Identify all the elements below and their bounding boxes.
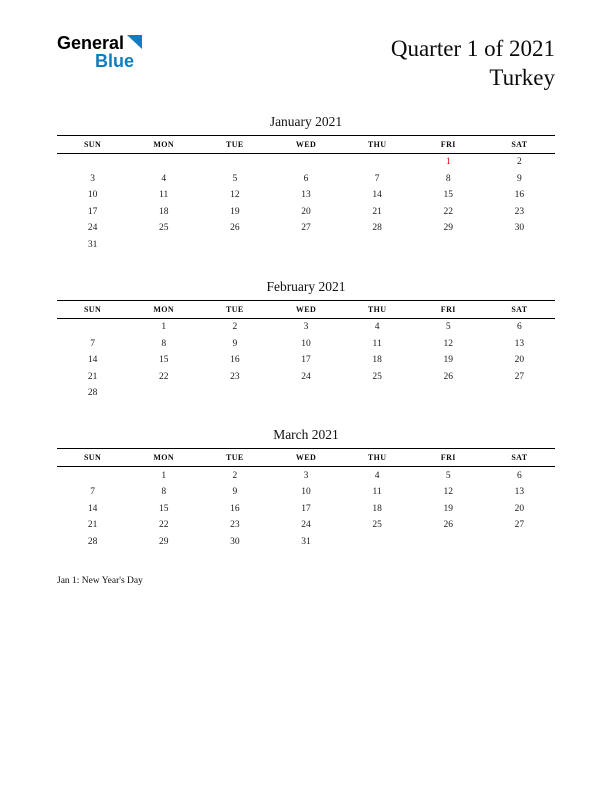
day-cell: 11 [372,338,382,349]
weekday-header: TUE [226,304,244,314]
day-cell: 8 [161,338,167,349]
weekday-header: SAT [511,304,528,314]
day-cell: 18 [372,503,382,514]
weekday-header: FRI [440,139,456,149]
day-cell: 17 [301,503,311,514]
day-cell: 14 [87,355,98,366]
months-container [57,114,555,550]
month-block [57,279,555,402]
month-block [57,114,555,253]
day-cell: 30 [230,536,240,547]
day-cell: 18 [372,355,382,366]
weekday-header: WED [295,453,317,463]
month-title: March 2021 [273,427,339,443]
empty-day-cell [128,236,199,253]
day-cell: 17 [301,355,311,366]
weekday-header-row [57,300,555,318]
day-cell: 11 [159,190,169,201]
day-cell: 9 [517,173,522,184]
week-row [57,170,555,187]
day-cell: 31 [87,239,98,250]
day-cell: 10 [301,487,311,498]
day-cell: 4 [374,322,380,333]
empty-day-cell [413,533,484,550]
weekday-header: SUN [83,453,102,463]
month-table [57,135,555,253]
day-cell: 4 [374,470,380,481]
empty-day-cell [484,533,555,550]
week-row [57,187,555,204]
day-cell: 7 [90,338,95,349]
day-cell: 3 [303,322,309,333]
day-cell: 22 [443,206,454,217]
week-row [57,484,555,501]
day-cell: 23 [514,206,525,217]
day-cell: 26 [443,371,454,382]
weekday-header: TUE [226,453,244,463]
empty-day-cell [57,153,128,170]
weekday-header: FRI [440,453,456,463]
day-cell: 27 [514,371,525,382]
day-cell: 1 [161,322,167,333]
empty-day-cell [342,533,413,550]
week-row [57,220,555,237]
day-cell: 19 [230,206,240,217]
day-cell: 13 [514,338,525,349]
empty-day-cell [270,153,341,170]
weekday-header: WED [295,139,317,149]
empty-day-cell [484,385,555,402]
day-cell: 23 [230,371,240,382]
week-row [57,517,555,534]
day-cell: 1 [445,157,451,168]
day-cell: 20 [514,503,525,514]
week-row [57,335,555,352]
empty-day-cell [413,236,484,253]
day-cell: 27 [514,520,525,531]
day-cell: 16 [514,190,525,201]
day-cell: 25 [372,371,382,382]
day-cell: 19 [443,503,454,514]
day-cell: 17 [87,206,98,217]
empty-day-cell [342,153,413,170]
day-cell: 26 [230,223,240,234]
day-cell: 23 [230,520,240,531]
day-cell: 20 [301,206,311,217]
week-row [57,153,555,170]
day-cell: 9 [232,338,238,349]
month-title: February 2021 [266,278,346,294]
week-row [57,385,555,402]
day-cell: 6 [517,322,522,333]
day-cell: 8 [161,487,167,498]
week-row [57,318,555,335]
month-title: January 2021 [269,113,343,129]
empty-day-cell [128,153,199,170]
day-cell: 16 [230,355,240,366]
week-row [57,352,555,369]
day-cell: 25 [158,223,169,234]
day-cell: 10 [301,338,311,349]
day-cell: 11 [372,487,382,498]
day-cell: 25 [372,520,382,531]
logo-text-general: General [57,33,125,53]
title-quarter: Quarter 1 of 2021 [390,36,555,61]
day-cell: 2 [517,157,522,168]
day-cell: 3 [90,173,95,184]
day-cell: 21 [87,371,98,382]
empty-day-cell [413,385,484,402]
month-block [57,427,555,550]
day-cell: 13 [514,487,525,498]
weekday-header: THU [367,453,387,463]
day-cell: 12 [443,338,454,349]
weekday-header: MON [153,453,175,463]
empty-day-cell [199,153,270,170]
day-cell: 28 [87,536,98,547]
empty-day-cell [128,385,199,402]
week-row [57,533,555,550]
day-cell: 21 [87,520,98,531]
day-cell: 24 [301,520,311,531]
day-cell: 10 [87,190,98,201]
day-cell: 22 [158,520,169,531]
day-cell: 5 [445,322,451,333]
day-cell: 9 [232,487,238,498]
day-cell: 14 [87,503,98,514]
day-cell: 18 [158,206,169,217]
day-cell: 21 [372,206,382,217]
day-cell: 7 [374,173,380,184]
day-cell: 24 [301,371,311,382]
weekday-header: SUN [83,304,102,314]
holiday-footnote: Jan 1: New Year's Day [57,575,143,586]
empty-day-cell [484,236,555,253]
day-cell: 2 [232,322,238,333]
day-cell: 27 [301,223,311,234]
day-cell: 12 [230,190,240,201]
empty-day-cell [342,385,413,402]
title-country: Turkey [489,65,555,91]
day-cell: 12 [443,487,454,498]
weekday-header: FRI [440,304,456,314]
day-cell: 14 [372,190,382,201]
weekday-header-row [57,449,555,467]
week-row [57,467,555,484]
logo-text-blue: Blue [95,50,135,71]
weekday-header: WED [295,304,317,314]
day-cell: 26 [443,520,454,531]
day-cell: 7 [90,487,95,498]
weekday-header-row [57,135,555,153]
empty-day-cell [342,236,413,253]
empty-day-cell [57,318,128,335]
day-cell: 15 [443,190,454,201]
page-header [57,34,555,93]
weekday-header: SAT [511,453,528,463]
weekday-header: MON [153,304,175,314]
empty-day-cell [199,236,270,253]
empty-day-cell [57,467,128,484]
day-cell: 20 [514,355,525,366]
day-cell: 4 [161,173,167,184]
day-cell: 30 [514,223,525,234]
day-cell: 29 [443,223,454,234]
weekday-header: THU [367,139,387,149]
week-row [57,500,555,517]
day-cell: 3 [303,470,309,481]
day-cell: 1 [161,470,167,481]
week-row [57,203,555,220]
day-cell: 15 [158,503,169,514]
weekday-header: SAT [511,139,528,149]
month-table [57,300,555,402]
day-cell: 28 [87,388,98,399]
weekday-header: TUE [226,139,244,149]
day-cell: 19 [443,355,454,366]
day-cell: 24 [87,223,98,234]
day-cell: 2 [232,470,238,481]
weekday-header: MON [153,139,175,149]
week-row [57,236,555,253]
day-cell: 31 [301,536,311,547]
week-row [57,368,555,385]
empty-day-cell [199,385,270,402]
day-cell: 28 [372,223,382,234]
day-cell: 22 [158,371,169,382]
weekday-header: THU [367,304,387,314]
day-cell: 5 [232,173,238,184]
page-title [391,34,555,93]
general-blue-logo [57,34,142,71]
day-cell: 8 [445,173,451,184]
day-cell: 15 [158,355,169,366]
logo-triangle-icon [127,35,142,49]
day-cell: 6 [517,470,522,481]
day-cell: 6 [303,173,309,184]
month-table [57,448,555,550]
empty-day-cell [270,236,341,253]
day-cell: 16 [230,503,240,514]
empty-day-cell [270,385,341,402]
day-cell: 13 [301,190,311,201]
day-cell: 29 [158,536,169,547]
weekday-header: SUN [83,139,102,149]
day-cell: 5 [445,470,451,481]
